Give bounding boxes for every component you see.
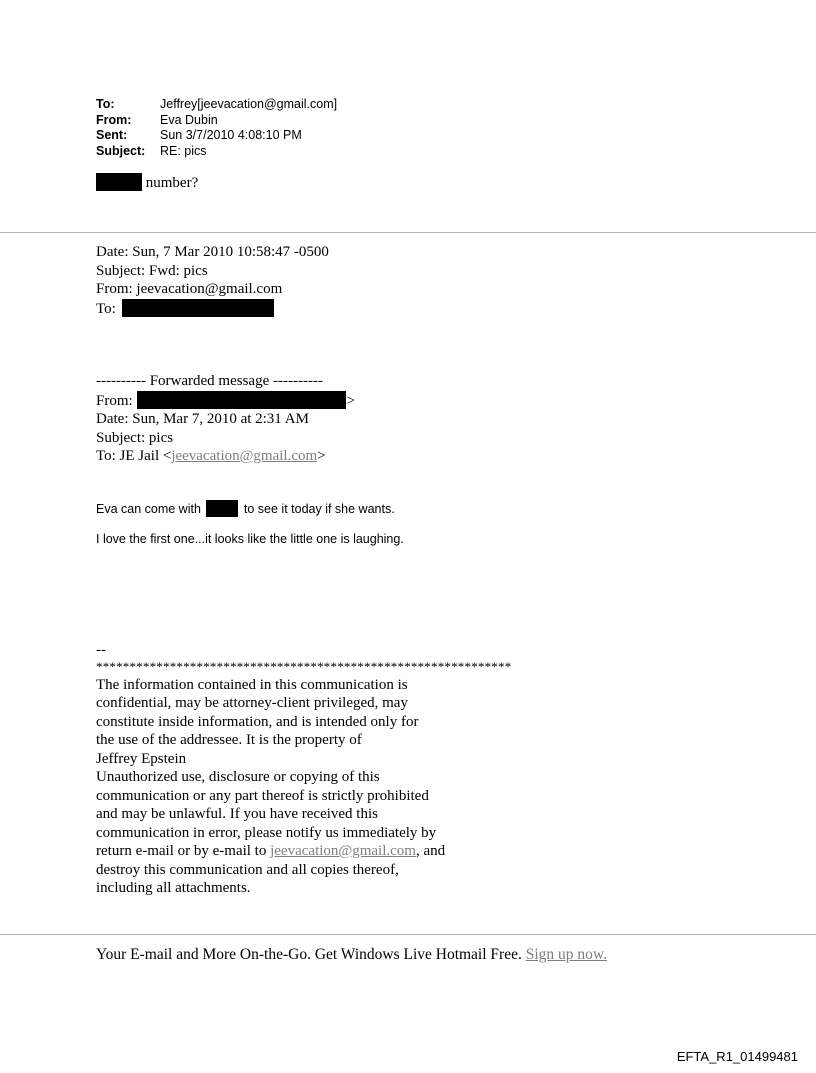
signature-dashes: -- [96,642,106,658]
to-label: To: [96,97,115,111]
footer-text: Your E-mail and More On-the-Go. Get Windows Live Hotmail Free. [96,946,526,963]
quoted-to: To: [96,300,116,317]
footer-ad [96,945,607,964]
return-before: return e-mail or by e-mail to [96,843,271,859]
header-subject-row [96,144,337,160]
disclaimer-line: communication in error, please notify us immediately by [96,824,437,841]
document-id: EFTA_R1_01499481 [676,1049,798,1064]
to-value: Jeffrey[jeevacation@gmail.com] [160,97,338,111]
divider-bottom [0,934,816,935]
forwarded-subject: Subject: pics [96,429,174,446]
disclaimer-line: the use of the addressee. It is the property of [96,732,362,748]
redaction-box [96,173,142,191]
redaction-box [206,500,238,517]
forwarded-divider: ---------- Forwarded message ---------- [96,373,323,389]
email-header [96,97,337,159]
disclaimer-line: Unauthorized use, disclosure or copying of this [96,769,380,785]
forwarded-header [96,372,355,466]
sent-label: Sent: [96,128,128,142]
forwarded-from-row [96,391,355,411]
forwarded-to-row [96,447,355,466]
stars-divider: ************************************************************** [96,658,512,674]
subject-label: Subject: [96,143,146,158]
message-line-1-before: Eva can come with [96,502,201,516]
from-value: Eva Dubin [160,112,218,127]
redaction-box [122,299,274,317]
reply-text: number? [145,175,199,191]
disclaimer-line: and may be unlawful. If you have received this [96,806,378,822]
quoted-header [96,243,329,318]
forwarded-from-label: From: [96,392,133,409]
sign-up-link[interactable]: Sign up now. [525,946,607,963]
redaction-box [137,391,346,409]
forwarded-to-prefix: To: JE Jail < [96,448,172,464]
forwarded-to-suffix: > [317,448,326,464]
forwarded-from-suffix: > [346,392,355,409]
sent-value: Sun 3/7/2010 4:08:10 PM [160,128,302,142]
header-from-row [96,113,337,129]
header-sent-row [96,128,337,144]
reply-line [96,173,198,192]
quoted-date: Date: Sun, 7 Mar 2010 10:58:47 -0500 [96,244,329,260]
disclaimer-line: destroy this communication and all copies thereof, [96,861,399,878]
quoted-from: From: jeevacation@gmail.com [96,281,283,297]
message-line-2: I love the first one...it looks like the little one is laughing. [96,532,404,546]
disclaimer-return-line [96,842,511,861]
quoted-to-row [96,299,329,319]
disclaimer-line: including all attachments. [96,880,251,896]
disclaimer-line: communication or any part thereof is strictly prohibited [96,787,429,804]
disclaimer-line: confidential, may be attorney-client privileged, may [96,695,408,711]
divider-top [0,232,816,233]
email-link[interactable]: jeevacation@gmail.com [270,843,416,859]
disclaimer [96,641,511,898]
email-link[interactable]: jeevacation@gmail.com [171,448,318,464]
subject-value: RE: pics [160,143,207,158]
disclaimer-line: Jeffrey Epstein [96,750,187,767]
disclaimer-line: The information contained in this communication is [96,676,408,693]
forwarded-date: Date: Sun, Mar 7, 2010 at 2:31 AM [96,411,309,427]
return-after: , and [415,843,446,859]
quoted-subject: Subject: Fwd: pics [96,262,208,279]
message-line-1 [96,500,395,517]
from-label: From: [96,112,132,127]
header-to-row [96,97,337,113]
disclaimer-line: constitute inside information, and is intended only for [96,713,419,730]
message-line-1-after: to see it today if she wants. [243,502,395,516]
